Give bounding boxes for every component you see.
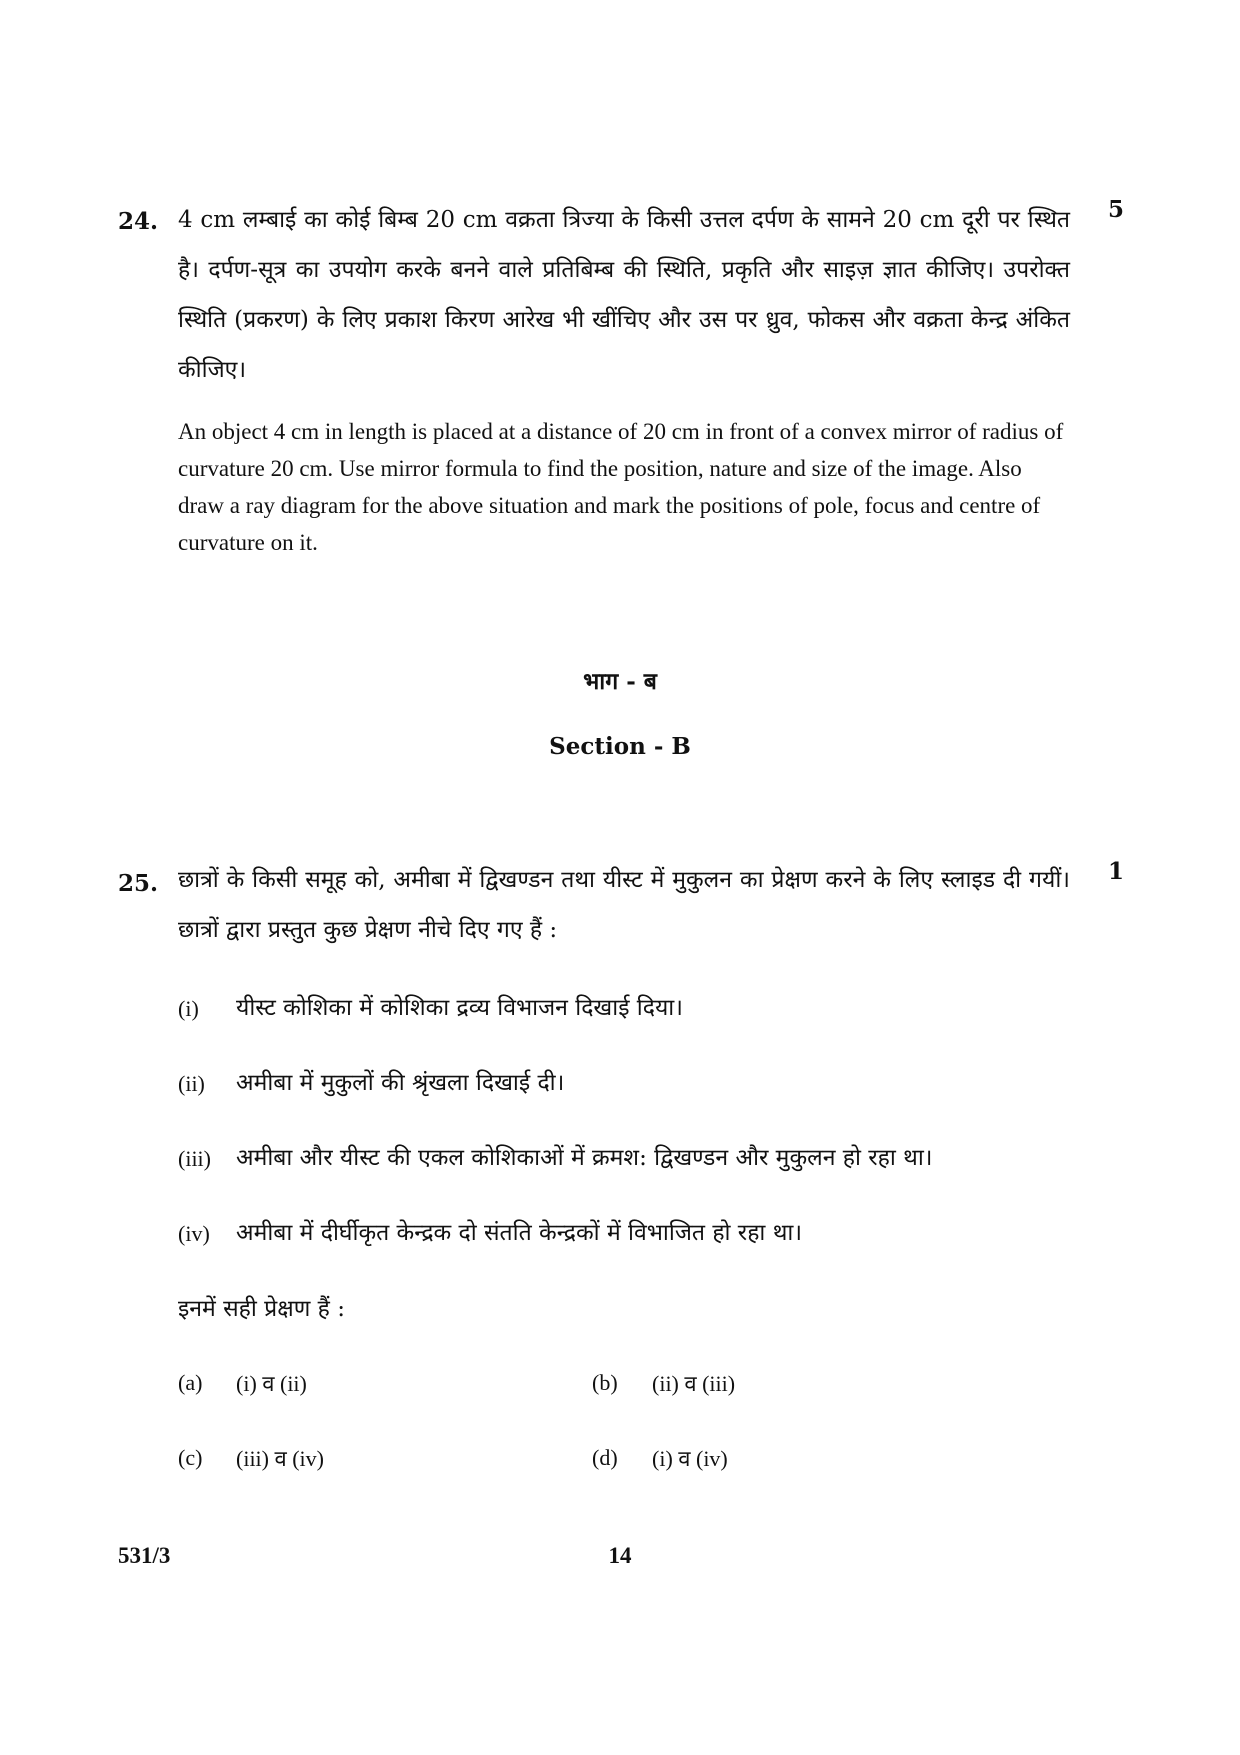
- observation-label: (iv): [178, 1221, 210, 1246]
- question-24-marks: 5: [1107, 196, 1124, 223]
- section-title-english: Section - B: [549, 733, 691, 760]
- question-25-marks: 1: [1107, 858, 1124, 885]
- observation-text: अमीबा में दीर्घीकृत केन्द्रक दो संतति केन्द्रकों में विभाजित हो रहा था।: [236, 1220, 803, 1246]
- option-a-label: (a): [178, 1370, 203, 1395]
- observation-label: (ii): [178, 1071, 205, 1096]
- question-24-english-text: An object 4 cm in length is placed at a distance of 20 cm in front of a convex mirror of radius of curvature 20 cm. Use mirror formula to find the position, nature and size of the image. Also draw a ray diagram for the above situation and mark the positions of pole, focus and centre of curvature on it.: [178, 419, 1064, 555]
- observation-text: अमीबा और यीस्ट की एकल कोशिकाओं में क्रमश: द्विखण्डन और मुकुलन हो रहा था।: [236, 1145, 933, 1171]
- observation-label: (i): [178, 996, 199, 1021]
- section-title-hindi: भाग - ब: [583, 668, 657, 695]
- question-25-number: 25.: [118, 870, 159, 897]
- option-d-text: (i) व (iv): [652, 1446, 728, 1471]
- option-b-label: (b): [592, 1370, 618, 1395]
- option-d-label: (d): [592, 1445, 618, 1470]
- page-number: 14: [608, 1543, 632, 1568]
- observation-label: (iii): [178, 1146, 211, 1171]
- paper-code: 531/3: [118, 1543, 171, 1568]
- question-25-hindi-text: छात्रों के किसी समूह को, अमीबा में द्विखण्डन तथा यीस्ट में मुकुलन का प्रेक्षण करने के लिए स्लाइड दी गयीं। छात्रों द्वारा प्रस्तुत कुछ प्रेक्षण नीचे दिए गए हैं :: [178, 867, 1070, 943]
- observation-text: यीस्ट कोशिका में कोशिका द्रव्य विभाजन दिखाई दिया।: [236, 995, 683, 1021]
- option-c-text: (iii) व (iv): [236, 1446, 324, 1471]
- question-25-prompt: इनमें सही प्रेक्षण हैं :: [178, 1296, 345, 1322]
- option-b-text: (ii) व (iii): [652, 1371, 736, 1396]
- question-24-number: 24.: [118, 208, 159, 235]
- option-c-label: (c): [178, 1445, 203, 1470]
- observation-text: अमीबा में मुकुलों की श्रृंखला दिखाई दी।: [236, 1070, 565, 1096]
- option-a-text: (i) व (ii): [236, 1371, 307, 1396]
- question-24-hindi-text: 4 cm लम्बाई का कोई बिम्ब 20 cm वक्रता त्रिज्या के किसी उत्तल दर्पण के सामने 20 cm दूरी पर स्थित है। दर्पण-सूत्र का उपयोग करके बनने वाले प्रतिबिम्ब की स्थिति, प्रकृति और साइज़ ज्ञात कीजिए। उपरोक्त स्थिति (प्रकरण) के लिए प्रकाश किरण आरेख भी खींचिए और उस पर ध्रुव, फोकस और वक्रता केन्द्र अंकित कीजिए।: [178, 207, 1070, 383]
